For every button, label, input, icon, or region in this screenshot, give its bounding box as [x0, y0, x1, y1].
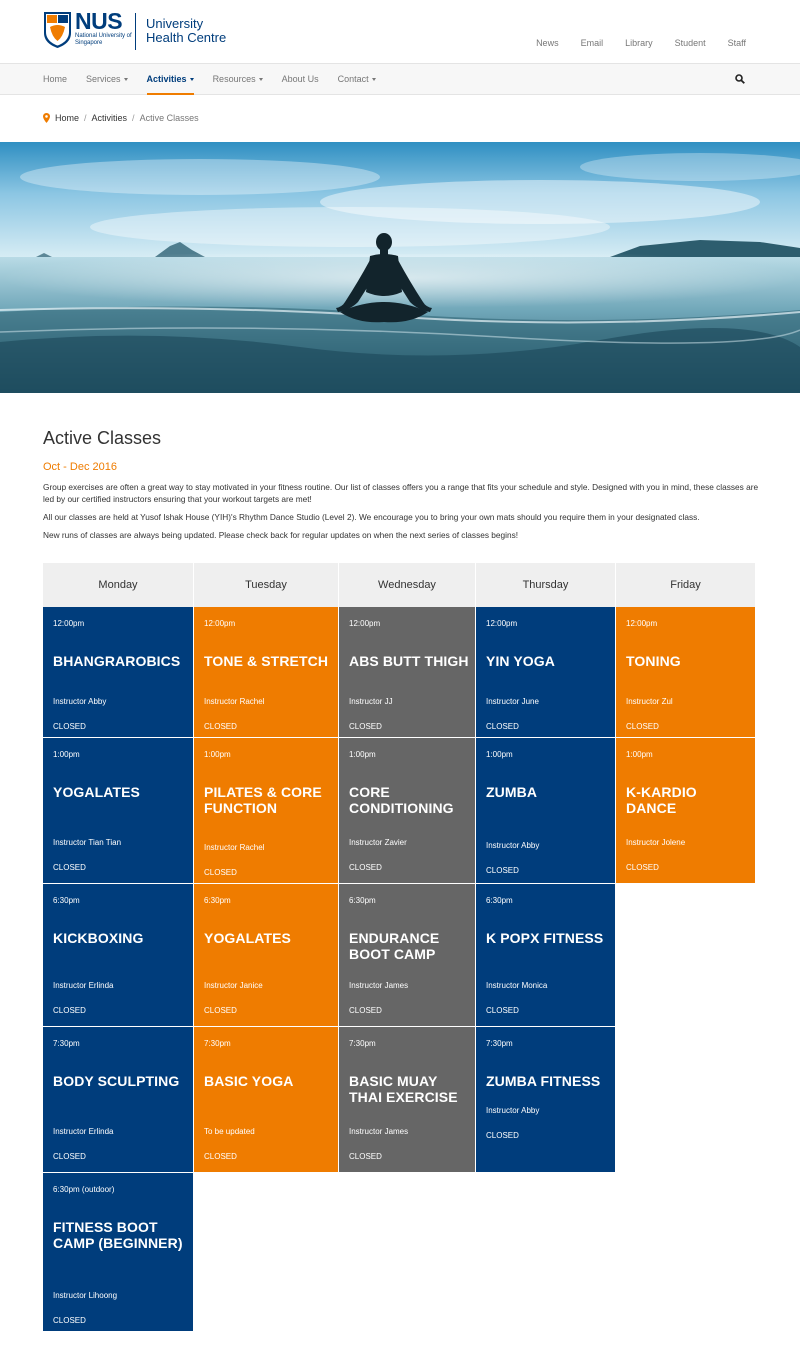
class-status: CLOSED	[204, 722, 237, 731]
hero-banner	[0, 142, 800, 393]
site-header	[0, 0, 800, 63]
class-status: CLOSED	[349, 1152, 382, 1161]
breadcrumb	[43, 113, 199, 123]
search-icon[interactable]	[735, 74, 745, 84]
nav-label: Activities	[146, 74, 187, 84]
class-instructor: Instructor Abby	[486, 1106, 540, 1115]
class-name: FITNESS BOOT CAMP (BEGINNER)	[53, 1219, 183, 1251]
site-name-line2: Health Centre	[146, 30, 227, 45]
class-instructor: Instructor Zavier	[349, 838, 407, 847]
utility-link-staff[interactable]: Staff	[727, 38, 746, 48]
class-status: CLOSED	[349, 722, 382, 731]
class-name: BHANGRAROBICS	[53, 653, 181, 669]
breadcrumb-separator: /	[84, 113, 87, 123]
logo-subtext: National University of Singapore	[75, 33, 132, 46]
class-name: KICKBOXING	[53, 930, 144, 946]
class-instructor: Instructor James	[349, 1127, 409, 1136]
class-instructor: Instructor Abby	[53, 697, 107, 706]
class-instructor: Instructor Monica	[486, 981, 548, 990]
class-status: CLOSED	[626, 863, 659, 872]
caret-down-icon	[124, 78, 128, 81]
class-status: CLOSED	[53, 722, 86, 731]
class-cell[interactable]	[616, 607, 756, 738]
class-time: 1:00pm	[53, 750, 80, 759]
class-name: PILATES & CORE FUNCTION	[204, 784, 322, 816]
page-subtitle: Oct - Dec 2016	[43, 461, 117, 473]
nav-label: Resources	[212, 74, 256, 84]
class-time: 12:00pm	[204, 619, 236, 628]
nus-crest-icon[interactable]	[43, 11, 72, 49]
nav-item-about-us[interactable]	[282, 64, 319, 95]
class-name: YIN YOGA	[486, 653, 556, 669]
class-status: CLOSED	[486, 866, 519, 875]
class-instructor: Instructor Erlinda	[53, 981, 114, 990]
day-header-tuesday: Tuesday	[194, 563, 339, 607]
logo-wordmark[interactable]: NUS	[75, 8, 123, 34]
class-cell[interactable]	[476, 884, 616, 1027]
class-time: 1:00pm	[626, 750, 653, 759]
intro-text	[43, 481, 763, 547]
class-name: K-KARDIO DANCE	[626, 784, 697, 816]
class-instructor: Instructor James	[349, 981, 409, 990]
class-name: ABS BUTT THIGH	[349, 653, 469, 669]
class-instructor: Instructor Zul	[626, 697, 673, 706]
class-time: 6:30pm	[53, 896, 80, 905]
class-cell[interactable]	[339, 607, 476, 738]
class-time: 6:30pm	[204, 896, 231, 905]
class-status: CLOSED	[486, 1131, 519, 1140]
class-cell[interactable]	[476, 607, 616, 738]
class-instructor: Instructor Abby	[486, 841, 540, 850]
breadcrumb-activities[interactable]: Activities	[91, 113, 128, 123]
class-time: 7:30pm	[349, 1039, 376, 1048]
class-instructor: Instructor Jolene	[626, 838, 686, 847]
class-instructor: Instructor Rachel	[204, 843, 265, 852]
nav-label: Services	[86, 74, 121, 84]
logo-divider	[135, 13, 136, 50]
class-time: 7:30pm	[204, 1039, 231, 1048]
class-status: CLOSED	[53, 1152, 86, 1161]
class-name: BASIC MUAY THAI EXERCISE	[349, 1073, 458, 1105]
breadcrumb-current: Active Classes	[139, 113, 199, 123]
class-status: CLOSED	[486, 722, 519, 731]
class-name: ENDURANCE BOOT CAMP	[349, 930, 440, 962]
class-instructor: Instructor June	[486, 697, 539, 706]
class-time: 7:30pm	[486, 1039, 513, 1048]
class-name: YOGALATES	[204, 930, 291, 946]
caret-down-icon	[190, 78, 194, 81]
class-name: ZUMBA FITNESS	[486, 1073, 601, 1089]
class-status: CLOSED	[204, 868, 237, 877]
class-time: 12:00pm	[349, 619, 381, 628]
utility-link-email[interactable]: Email	[580, 38, 604, 48]
class-cell[interactable]	[194, 884, 339, 1027]
caret-down-icon	[372, 78, 376, 81]
class-name: YOGALATES	[53, 784, 140, 800]
class-instructor: Instructor Lihoong	[53, 1291, 118, 1300]
class-time: 12:00pm	[626, 619, 658, 628]
nav-item-contact[interactable]	[338, 64, 376, 95]
class-cell[interactable]	[476, 1027, 616, 1173]
class-time: 12:00pm	[486, 619, 518, 628]
class-cell[interactable]	[43, 607, 194, 738]
nav-label: Home	[43, 74, 68, 84]
map-pin-icon	[43, 113, 50, 123]
class-instructor: To be updated	[204, 1127, 255, 1136]
class-status: CLOSED	[204, 1152, 237, 1161]
class-name: BODY SCULPTING	[53, 1073, 180, 1089]
class-name: K POPX FITNESS	[486, 930, 604, 946]
class-cell[interactable]	[43, 884, 194, 1027]
class-status: CLOSED	[486, 1006, 519, 1015]
class-status: CLOSED	[53, 1316, 86, 1325]
class-time: 1:00pm	[204, 750, 231, 759]
nav-item-activities[interactable]	[147, 64, 194, 95]
hero-image-meditation-beach	[0, 142, 800, 393]
class-time: 1:00pm	[486, 750, 513, 759]
class-status: CLOSED	[349, 863, 382, 872]
site-name-line1: University	[146, 16, 204, 31]
class-time: 6:30pm	[349, 896, 376, 905]
utility-link-library[interactable]: Library	[625, 38, 653, 48]
class-instructor: Instructor Janice	[204, 981, 263, 990]
day-header-friday: Friday	[616, 563, 756, 607]
class-time: 1:00pm	[349, 750, 376, 759]
utility-link-news[interactable]: News	[536, 38, 559, 48]
class-cell[interactable]	[339, 738, 476, 884]
class-cell[interactable]	[339, 884, 476, 1027]
breadcrumb-home[interactable]: Home	[55, 113, 80, 123]
class-time: 7:30pm	[53, 1039, 80, 1048]
class-name: TONING	[626, 653, 681, 669]
intro-paragraph: Group exercises are often a great way to stay motivated in your fitness routine. Our list of classes offers you a range that fits your schedule and style. Designed with you in mind, these classes are led by our certified instructors ensuring that your workout targets are met!	[43, 482, 759, 504]
utility-link-student[interactable]: Student	[674, 38, 706, 48]
class-cell[interactable]	[194, 607, 339, 738]
day-header-monday: Monday	[43, 563, 194, 607]
page-title: Active Classes	[43, 428, 162, 448]
class-cell[interactable]	[476, 738, 616, 884]
nav-label: About Us	[281, 74, 319, 84]
class-status: CLOSED	[626, 722, 659, 731]
class-cell[interactable]	[616, 738, 756, 884]
class-cell[interactable]	[43, 738, 194, 884]
class-cell[interactable]	[43, 1173, 194, 1332]
class-status: CLOSED	[53, 863, 86, 872]
day-header-thursday: Thursday	[476, 563, 616, 607]
day-header-wednesday: Wednesday	[339, 563, 476, 607]
class-name: CORE CONDITIONING	[349, 784, 454, 816]
class-name: ZUMBA	[486, 784, 538, 800]
class-status: CLOSED	[204, 1006, 237, 1015]
intro-paragraph: New runs of classes are always being updated. Please check back for regular updates on when the next series of classes begins!	[43, 530, 519, 540]
nav-label: Contact	[337, 74, 369, 84]
breadcrumb-separator: /	[132, 113, 135, 123]
class-name: TONE & STRETCH	[204, 653, 329, 669]
caret-down-icon	[259, 78, 263, 81]
class-time: 6:30pm	[486, 896, 513, 905]
intro-paragraph: All our classes are held at Yusof Ishak House (YIH)'s Rhythm Dance Studio (Level 2). We encourage you to bring your own mats should you require them in your designated class.	[43, 512, 700, 522]
class-instructor: Instructor Tian Tian	[53, 838, 122, 847]
class-instructor: Instructor Erlinda	[53, 1127, 114, 1136]
nav-item-services[interactable]	[86, 64, 128, 95]
class-cell[interactable]	[194, 1027, 339, 1173]
class-status: CLOSED	[53, 1006, 86, 1015]
class-instructor: Instructor JJ	[349, 697, 393, 706]
class-status: CLOSED	[349, 1006, 382, 1015]
utility-links	[514, 38, 746, 48]
class-instructor: Instructor Rachel	[204, 697, 265, 706]
class-time: 6:30pm (outdoor)	[53, 1185, 115, 1194]
class-name: BASIC YOGA	[204, 1073, 294, 1089]
nav-item-home[interactable]	[43, 64, 67, 95]
class-time: 12:00pm	[53, 619, 85, 628]
main-nav	[0, 63, 800, 95]
class-cell[interactable]	[194, 738, 339, 884]
nav-item-resources[interactable]	[213, 64, 263, 95]
site-name[interactable]	[146, 17, 226, 45]
class-cell[interactable]	[43, 1027, 194, 1173]
class-cell[interactable]	[339, 1027, 476, 1173]
